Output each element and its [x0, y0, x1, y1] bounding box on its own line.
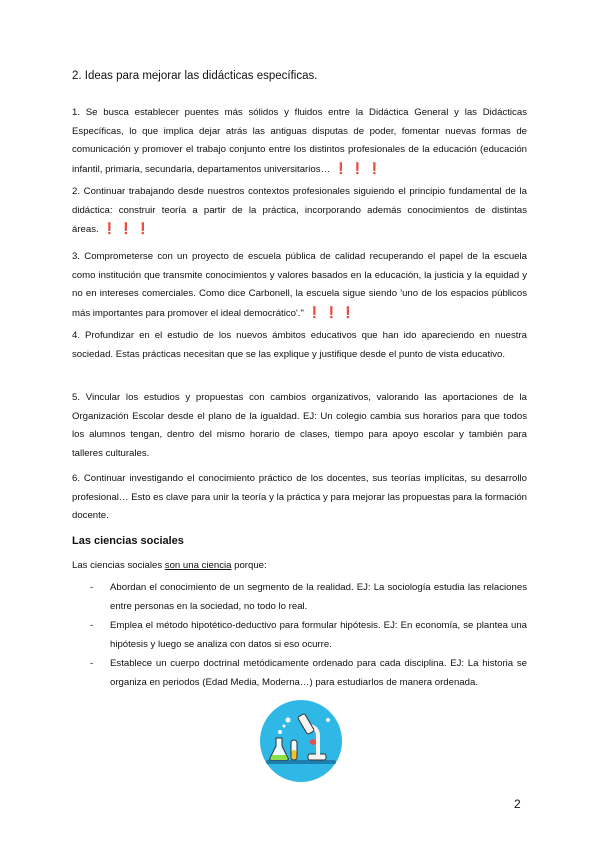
bullet-list [90, 579, 527, 694]
subheading: Las ciencias sociales [72, 535, 184, 547]
intro-line [72, 560, 267, 571]
exclamation-icon: ❗❗❗ [307, 306, 358, 319]
list-item [90, 655, 527, 692]
intro-after: porque: [231, 560, 267, 571]
exclamation-icon: ❗❗❗ [102, 223, 153, 236]
bullet-marker: - [90, 658, 94, 670]
paragraph-1 [72, 104, 527, 179]
science-lab-icon [258, 698, 344, 784]
paragraph-5 [72, 389, 527, 463]
paragraph-3-text: 3. Comprometerse con un proyecto de escuela pública de calidad recuperando el papel de la escuela como institución que transmite conocimientos y valores basados en la educación, la justicia y la equidad y no en intereses comerciales. Como dice Carbonell, la escuela sigue siendo 'uno de los espacios públicos más importantes para promover el ideal democrático'." [72, 251, 527, 319]
paragraph-4-text: 4. Profundizar en el estudio de los nuevos ámbitos educativos que han ido apareciendo en nuestra sociedad. Estas prácticas necesitan que se las explique y justifique desde el punto de vista educativo. [72, 330, 527, 360]
list-item-text: Establece un cuerpo doctrinal metódicamente ordenado para cada disciplina. EJ: La historia se organiza en periodos (Edad Media, Moderna…) para estudiarlos de manera ordenada. [110, 658, 527, 688]
bullet-marker: - [90, 582, 94, 593]
intro-before: Las ciencias sociales [72, 560, 165, 571]
paragraph-6 [72, 470, 527, 526]
paragraph-2-text: 2. Continuar trabajando desde nuestros contextos profesionales siguiendo el principio fundamental de la didáctica: construir teoría a partir de la práctica, incorporando además conocimientos de distintas áreas. [72, 186, 527, 236]
paragraph-3 [72, 248, 527, 323]
paragraph-6-text: 6. Continuar investigando el conocimiento práctico de los docentes, sus teorías implícitas, su desarrollo profesional… Esto es clave para unir la teoría y la práctica y para mejorar las propuestas para la formación docente. [72, 473, 527, 522]
section-heading: 2. Ideas para mejorar las didácticas específicas. [72, 70, 318, 82]
paragraph-1-text: 1. Se busca establecer puentes más sólidos y fluidos entre la Didáctica General y las Didácticas Específicas, lo que implica dejar atrás las antiguas disputas de poder, fomentar nuevas formas de comunicación y promover el trabajo conjunto entre los distintos profesionales de la educación (educación infantil, primaria, secundaria, departamentos universitarios… [72, 107, 527, 175]
paragraph-2 [72, 183, 527, 240]
list-item-text: Abordan el conocimiento de un segmento de la realidad. EJ: La sociología estudia las relaciones entre personas en la sociedad, no todo lo real. [110, 582, 527, 612]
list-item [90, 617, 527, 654]
bullet-marker: - [90, 620, 94, 632]
list-item-text: Emplea el método hipotético-deductivo para formular hipótesis. EJ: En economía, se plantea una hipótesis y luego se analiza con datos si eso ocurre. [110, 620, 527, 650]
page-number: 2 [514, 797, 521, 811]
paragraph-4 [72, 327, 527, 364]
exclamation-icon: ❗❗❗ [334, 162, 385, 175]
list-item [90, 579, 527, 616]
intro-underlined: son una ciencia [164, 560, 232, 571]
paragraph-5-text: 5. Vincular los estudios y propuestas con cambios organizativos, valorando las aportaciones de la Organización Escolar desde el plano de la igualdad. EJ: Un colegio cambia sus horarios para que todos los alumnos tengan, dentro del mismo horario de clases, tiempo para apoyo escolar y también para talleres culturales. [72, 392, 527, 459]
